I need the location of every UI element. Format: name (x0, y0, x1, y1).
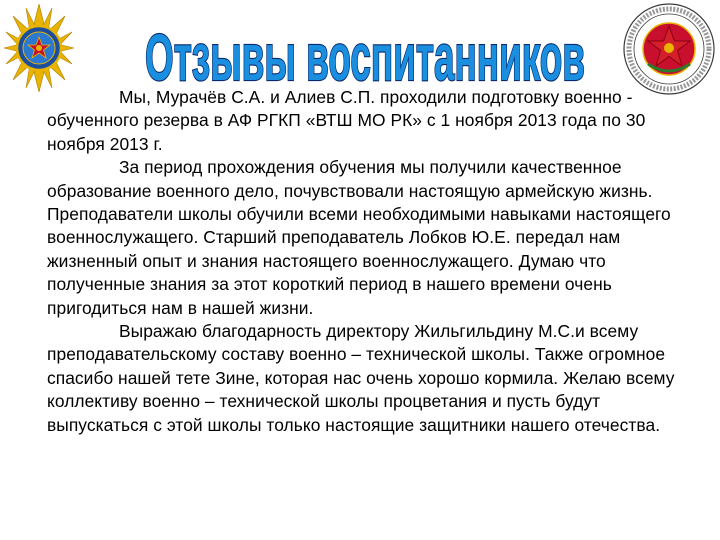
military-emblem-icon (2, 2, 76, 94)
paragraph-2: За период прохождения обучения мы получили качественное образование военного дело, почувствовали настоящую армейскую жизнь. Преподаватели школы обучили всеми необходимыми навыками настоящего военнослужащего. Старший преподаватель Лобков Ю.Е. передал нам жизненный опыт и знания настоящего военнослужащего. Думаю что полученные знания за этот короткий период в нашего времени очень пригодиться нам в нашей жизни. (47, 157, 671, 318)
page-title-text: Отзывы воспитанников (145, 22, 585, 90)
page-title (140, 22, 590, 90)
testimonial-body (47, 86, 697, 437)
paragraph-3: Выражаю благодарность директору Жильгильдину М.С.и всему преподавательскому составу военно – технической школы. Также огромное спасибо нашей тете Зине, которая нас очень хорошо кормила. Желаю всему коллективу военно – технической школы процветания и пусть будут выпускаться с этой школы только настоящие защитники нашего отечества. (47, 321, 675, 435)
red-star-seal-icon (622, 2, 716, 96)
paragraph-1: Мы, Мурачёв С.А. и Алиев С.П. проходили подготовку военно - обученного резерва в АФ РГКП «ВТШ МО РК» с 1 ноября 2013 года по 30 ноября 2013 г. (47, 87, 646, 154)
